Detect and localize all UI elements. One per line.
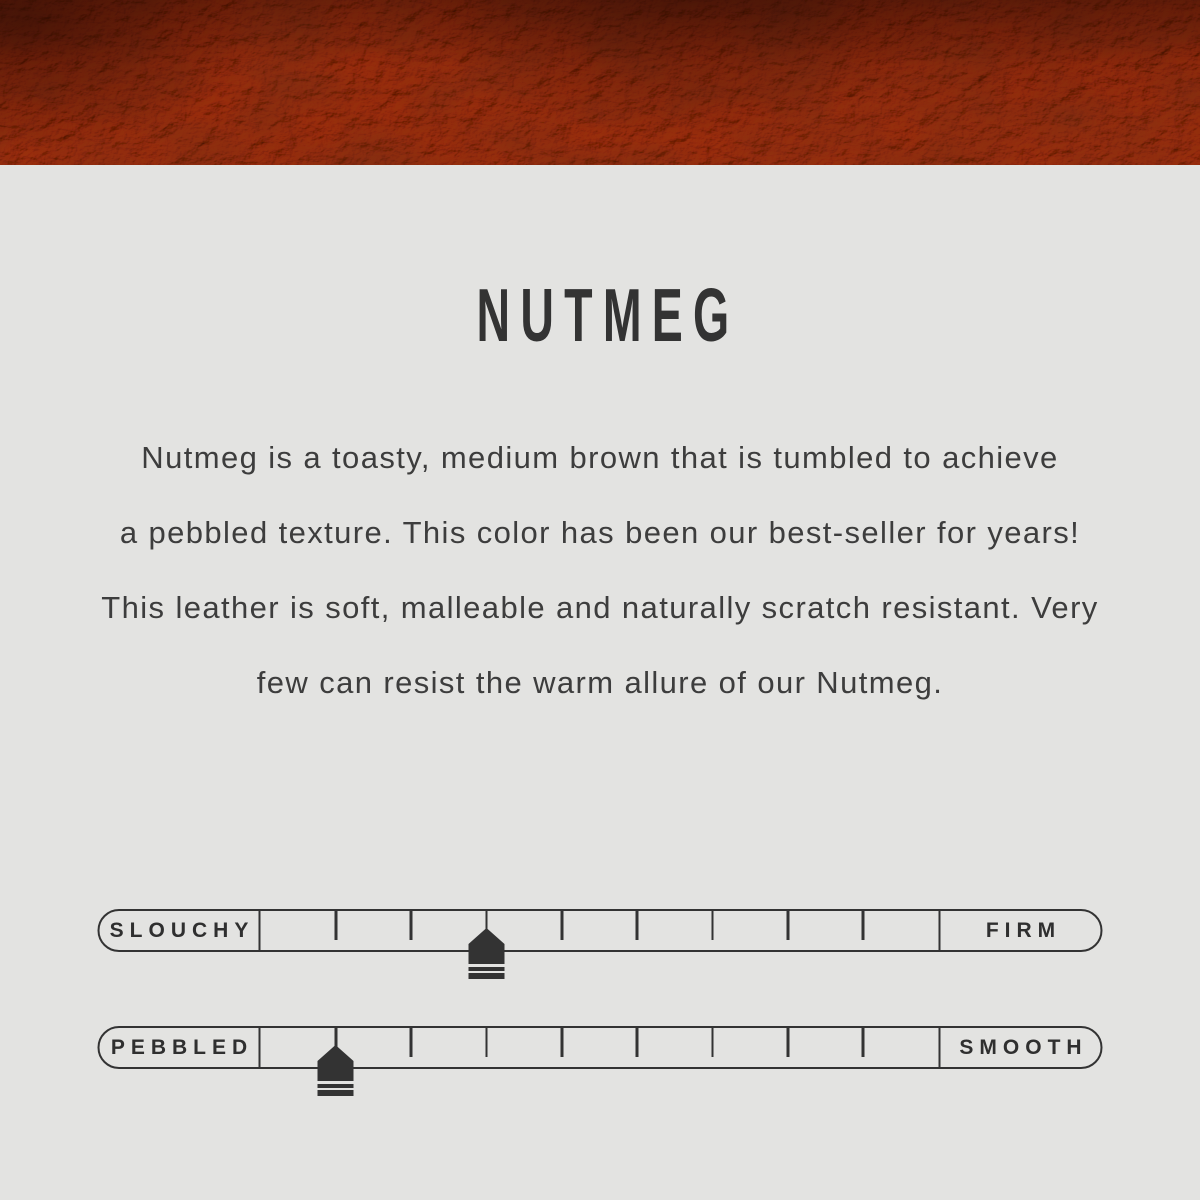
scale-tick: [787, 911, 790, 940]
firmness-scale-right-cap: [939, 911, 1101, 950]
texture-scale-left-cap: [100, 1028, 261, 1067]
texture-scale-right-cap: [939, 1028, 1101, 1067]
scale-tick: [787, 1028, 790, 1057]
firmness-scale-left-cap: [100, 911, 261, 950]
scale-tick: [711, 1028, 714, 1057]
description-line: This leather is soft, malleable and naturally scratch resistant. Very: [101, 590, 1099, 625]
scale-right-label: SMOOTH: [959, 1035, 1088, 1059]
description-line: a pebbled texture. This color has been our best-seller for years!: [119, 515, 1081, 550]
scale-left-label: PEBBLED: [110, 1035, 254, 1059]
description-line: Nutmeg is a toasty, medium brown that is tumbled to achieve: [141, 440, 1059, 475]
scale-tick: [636, 1028, 639, 1057]
page-title: [0, 273, 1200, 357]
description-line: few can resist the warm allure of our Nutmeg.: [256, 665, 944, 700]
scale-tick: [335, 1028, 338, 1057]
scale-tick: [335, 911, 338, 940]
firmness-scale: [98, 909, 1103, 952]
scale-tick: [561, 911, 564, 940]
leather-swatch-image: [0, 0, 1200, 165]
leather-shading-overlay: [0, 0, 1200, 165]
scale-right-label: FIRM: [985, 918, 1062, 942]
scale-tick: [711, 911, 714, 940]
scale-tick: [862, 911, 865, 940]
scale-tick: [636, 911, 639, 940]
color-description: [0, 420, 1200, 720]
scale-left-label: SLOUCHY: [109, 918, 255, 942]
texture-scale: [98, 1026, 1103, 1069]
scale-tick: [410, 911, 413, 940]
page-title-text: NUTMEG: [476, 273, 740, 357]
scale-tick: [410, 1028, 413, 1057]
scale-tick: [862, 1028, 865, 1057]
firmness-scale-track: [261, 911, 939, 950]
scale-tick: [485, 911, 488, 940]
scale-tick: [561, 1028, 564, 1057]
scale-tick: [485, 1028, 488, 1057]
texture-scale-track: [261, 1028, 939, 1067]
